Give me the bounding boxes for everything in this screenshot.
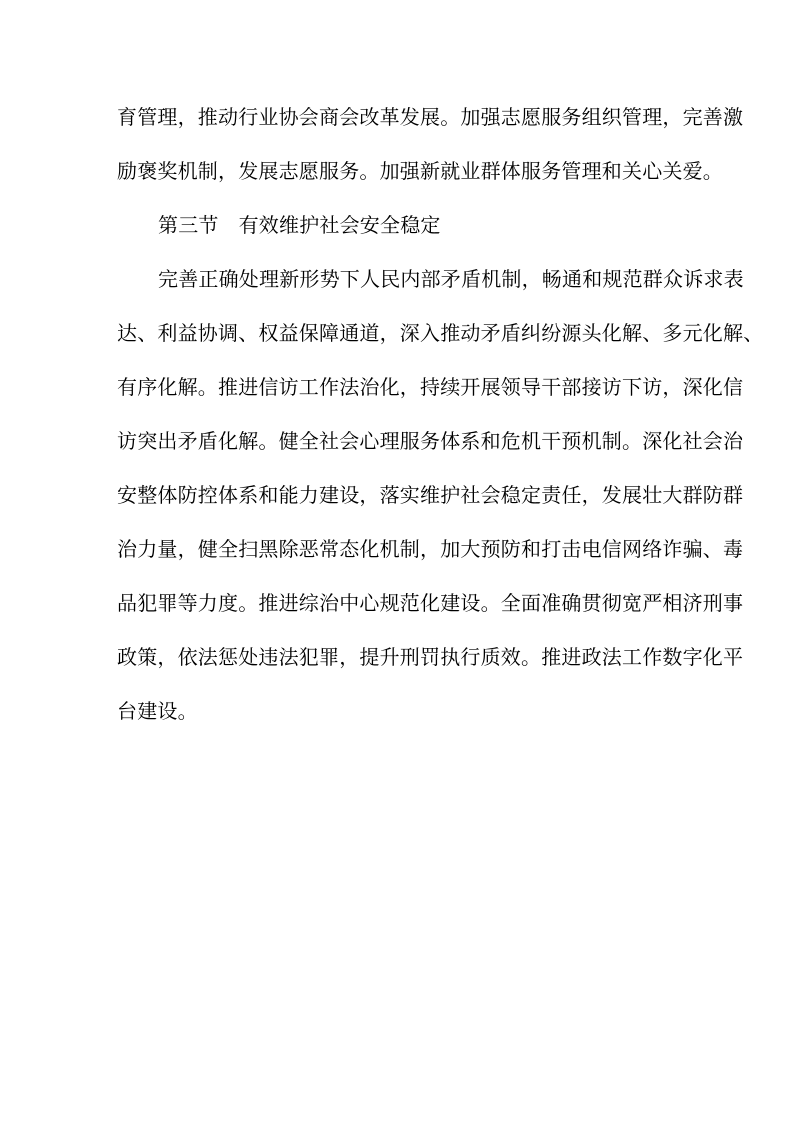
paragraph-line: 品犯罪等力度。推进综治中心规范化建设。全面准确贯彻宽严相济刑事 — [117, 591, 744, 615]
paragraph-body — [117, 252, 764, 738]
paragraph-line: 完善正确处理新形势下人民内部矛盾机制，畅通和规范群众诉求表 — [158, 267, 744, 291]
paragraph-continued — [117, 90, 744, 198]
section-heading — [117, 198, 687, 252]
paragraph-line: 励褒奖机制，发展志愿服务。加强新就业群体服务管理和关心关爱。 — [117, 159, 723, 183]
paragraph-line: 台建设。 — [117, 699, 198, 723]
section-title: 有效维护社会安全稳定 — [238, 213, 441, 237]
section-number: 第三节 — [158, 213, 219, 237]
paragraph-line: 育管理，推动行业协会商会改革发展。加强志愿服务组织管理，完善激 — [117, 105, 744, 129]
paragraph-line: 有序化解。推进信访工作法治化，持续开展领导干部接访下访，深化信 — [117, 375, 744, 399]
section-heading-line — [117, 198, 687, 252]
paragraph-line: 访突出矛盾化解。健全社会心理服务体系和危机干预机制。深化社会治 — [117, 429, 744, 453]
paragraph-line: 达、利益协调、权益保障通道，深入推动矛盾纠纷源头化解、多元化解、 — [117, 321, 764, 345]
paragraph-line: 治力量，健全扫黑除恶常态化机制，加大预防和打击电信网络诈骗、毒 — [117, 537, 744, 561]
paragraph-line: 政策，依法惩处违法犯罪，提升刑罚执行质效。推进政法工作数字化平 — [117, 645, 744, 669]
paragraph-line: 安整体防控体系和能力建设，落实维护社会稳定责任，发展壮大群防群 — [117, 483, 744, 507]
